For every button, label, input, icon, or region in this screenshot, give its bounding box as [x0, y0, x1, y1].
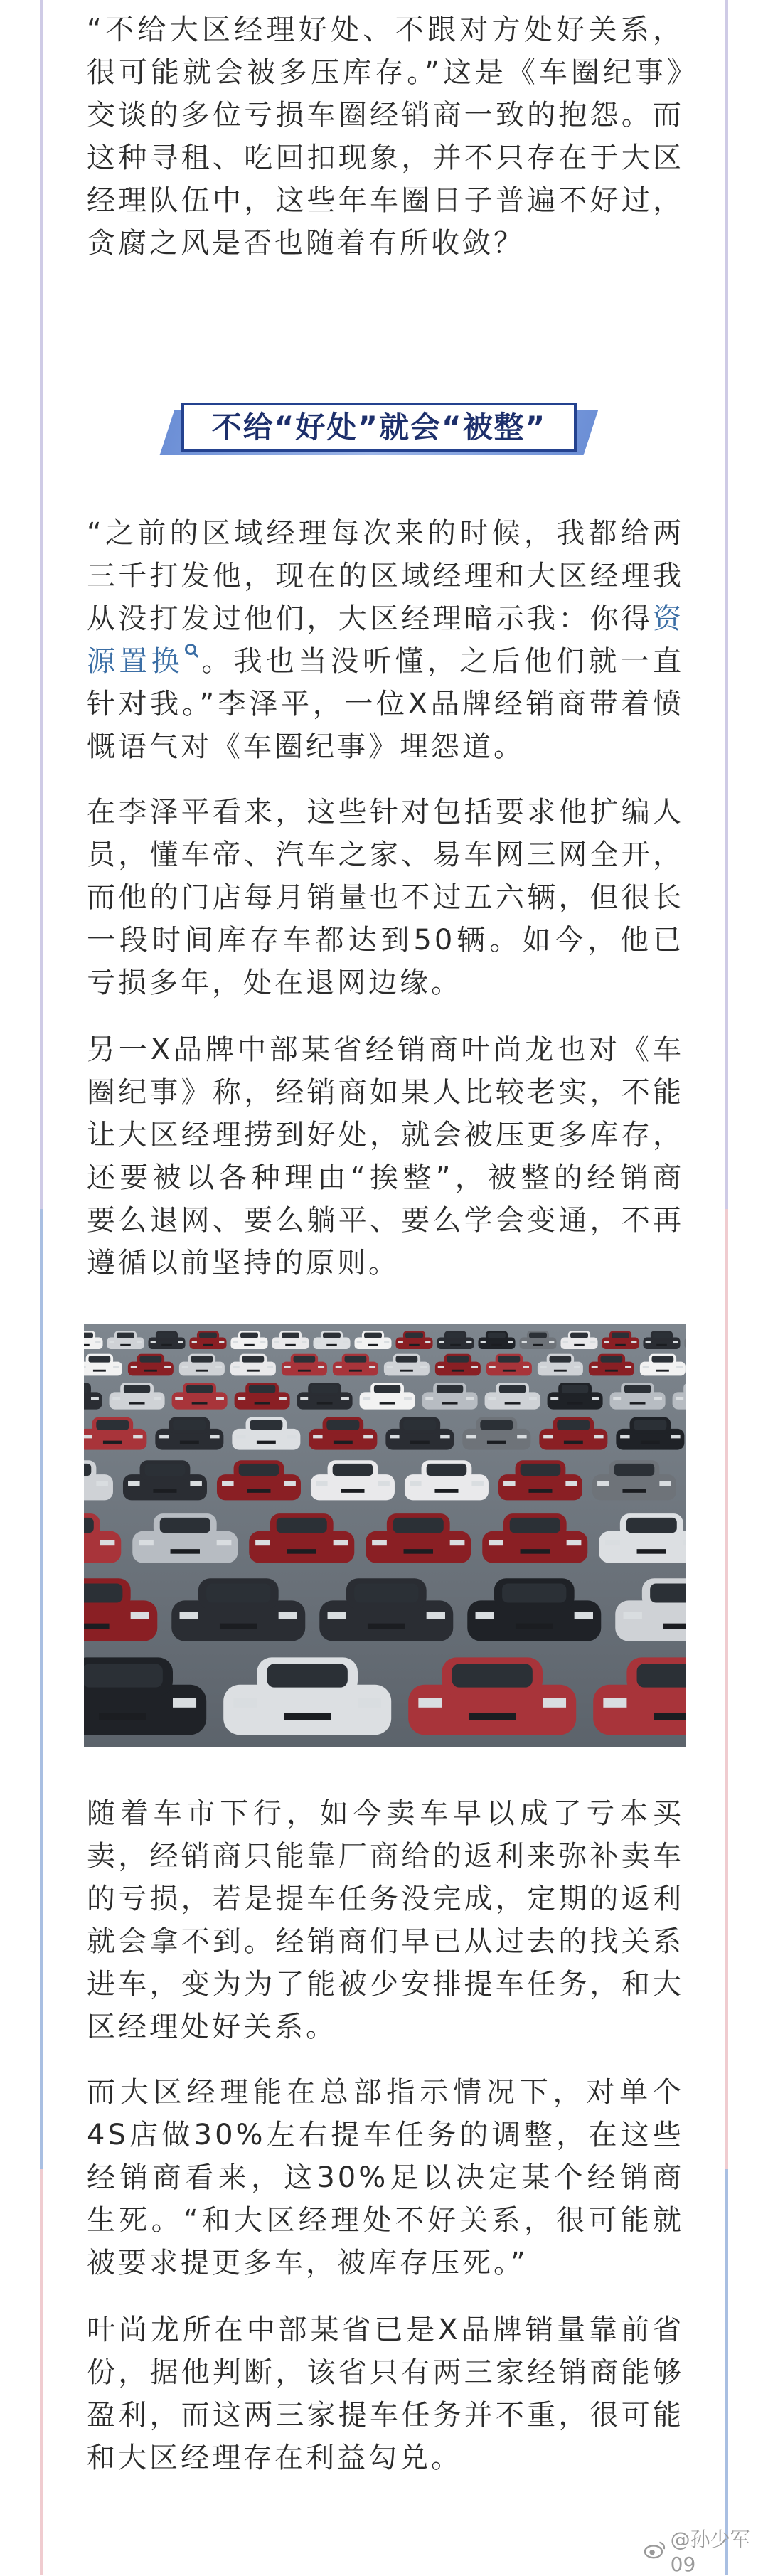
car-lot-photo [84, 1324, 686, 1747]
paragraph-7: 叶尚龙所在中部某省已是X品牌销量靠前省份，据他判断，该省只有两三家经销商能够盈利，而这两三家提车任务并不重，很可能和大区经理存在利益勾兑。 [87, 2314, 684, 2474]
watermark-text: @孙少军09 [670, 2527, 750, 2576]
paragraph-2 [87, 512, 684, 768]
paragraph-2-text-end: 。我也当没听懂，之后他们就一直针对我。”李泽平，一位X品牌经销商带着愤慨语气对《车圈纪事》埋怨道。 [87, 645, 684, 763]
paragraph-4: 另一X品牌中部某省经销商叶尚龙也对《车圈纪事》称，经销商如果人比较老实，不能让大区经理捞到好处，就会被压更多库存，还要被以各种理由“挨整”，被整的经销商要么退网、要么躺平、要么学会变通，不再遵循以前坚持的原则。 [87, 1033, 684, 1279]
search-icon[interactable] [185, 644, 196, 655]
paragraph-1: “不给大区经理好处、不跟对方处好关系，很可能就会被多压库存。”这是《车圈纪事》交谈的多位亏损车圈经销商一致的抱怨。而这种寻租、吃回扣现象，并不只存在于大区经理队伍中，这些年车圈日子普遍不好过，贪腐之风是否也随着有所收敛？ [87, 14, 684, 260]
resource-swap-link[interactable]: 资源置换 [87, 602, 684, 678]
section-heading [167, 398, 591, 458]
paragraph-5: 随着车市下行，如今卖车早以成了亏本买卖，经销商只能靠厂商给的返利来弥补卖车的亏损，若是提车任务没完成，定期的返利就会拿不到。经销商们早已从过去的找关系进车，变为为了能被少安排提车任务，和大区经理处好关系。 [87, 1797, 684, 2043]
paragraph-6: 而大区经理能在总部指示情况下，对单个4S店做30%左右提车任务的调整，在这些经销商看来，这30%足以决定某个经销商生死。“和大区经理处不好关系，很可能就被要求提更多车，被库存压死。” [87, 2076, 684, 2279]
weibo-logo-icon [644, 2540, 666, 2560]
car-lot-illustration [84, 1324, 686, 1747]
paragraph-2-text-start: “之前的区域经理每次来的时候，我都给两三千打发他，现在的区域经理和大区经理我从没打发过他们，大区经理暗示我：你得 [87, 517, 684, 635]
watermark [644, 2527, 768, 2576]
left-decorative-rail [40, 0, 43, 2575]
section-heading-label: 不给“好处”就会“被整” [211, 410, 547, 445]
paragraph-3: 在李泽平看来，这些针对包括要求他扩编人员，懂车帝、汽车之家、易车网三网全开，而他的门店每月销量也不过五六辆，但很长一段时间库存车都达到50辆。如今，他已亏损多年，处在退网边缘。 [87, 796, 684, 999]
right-decorative-rail [725, 0, 728, 2575]
